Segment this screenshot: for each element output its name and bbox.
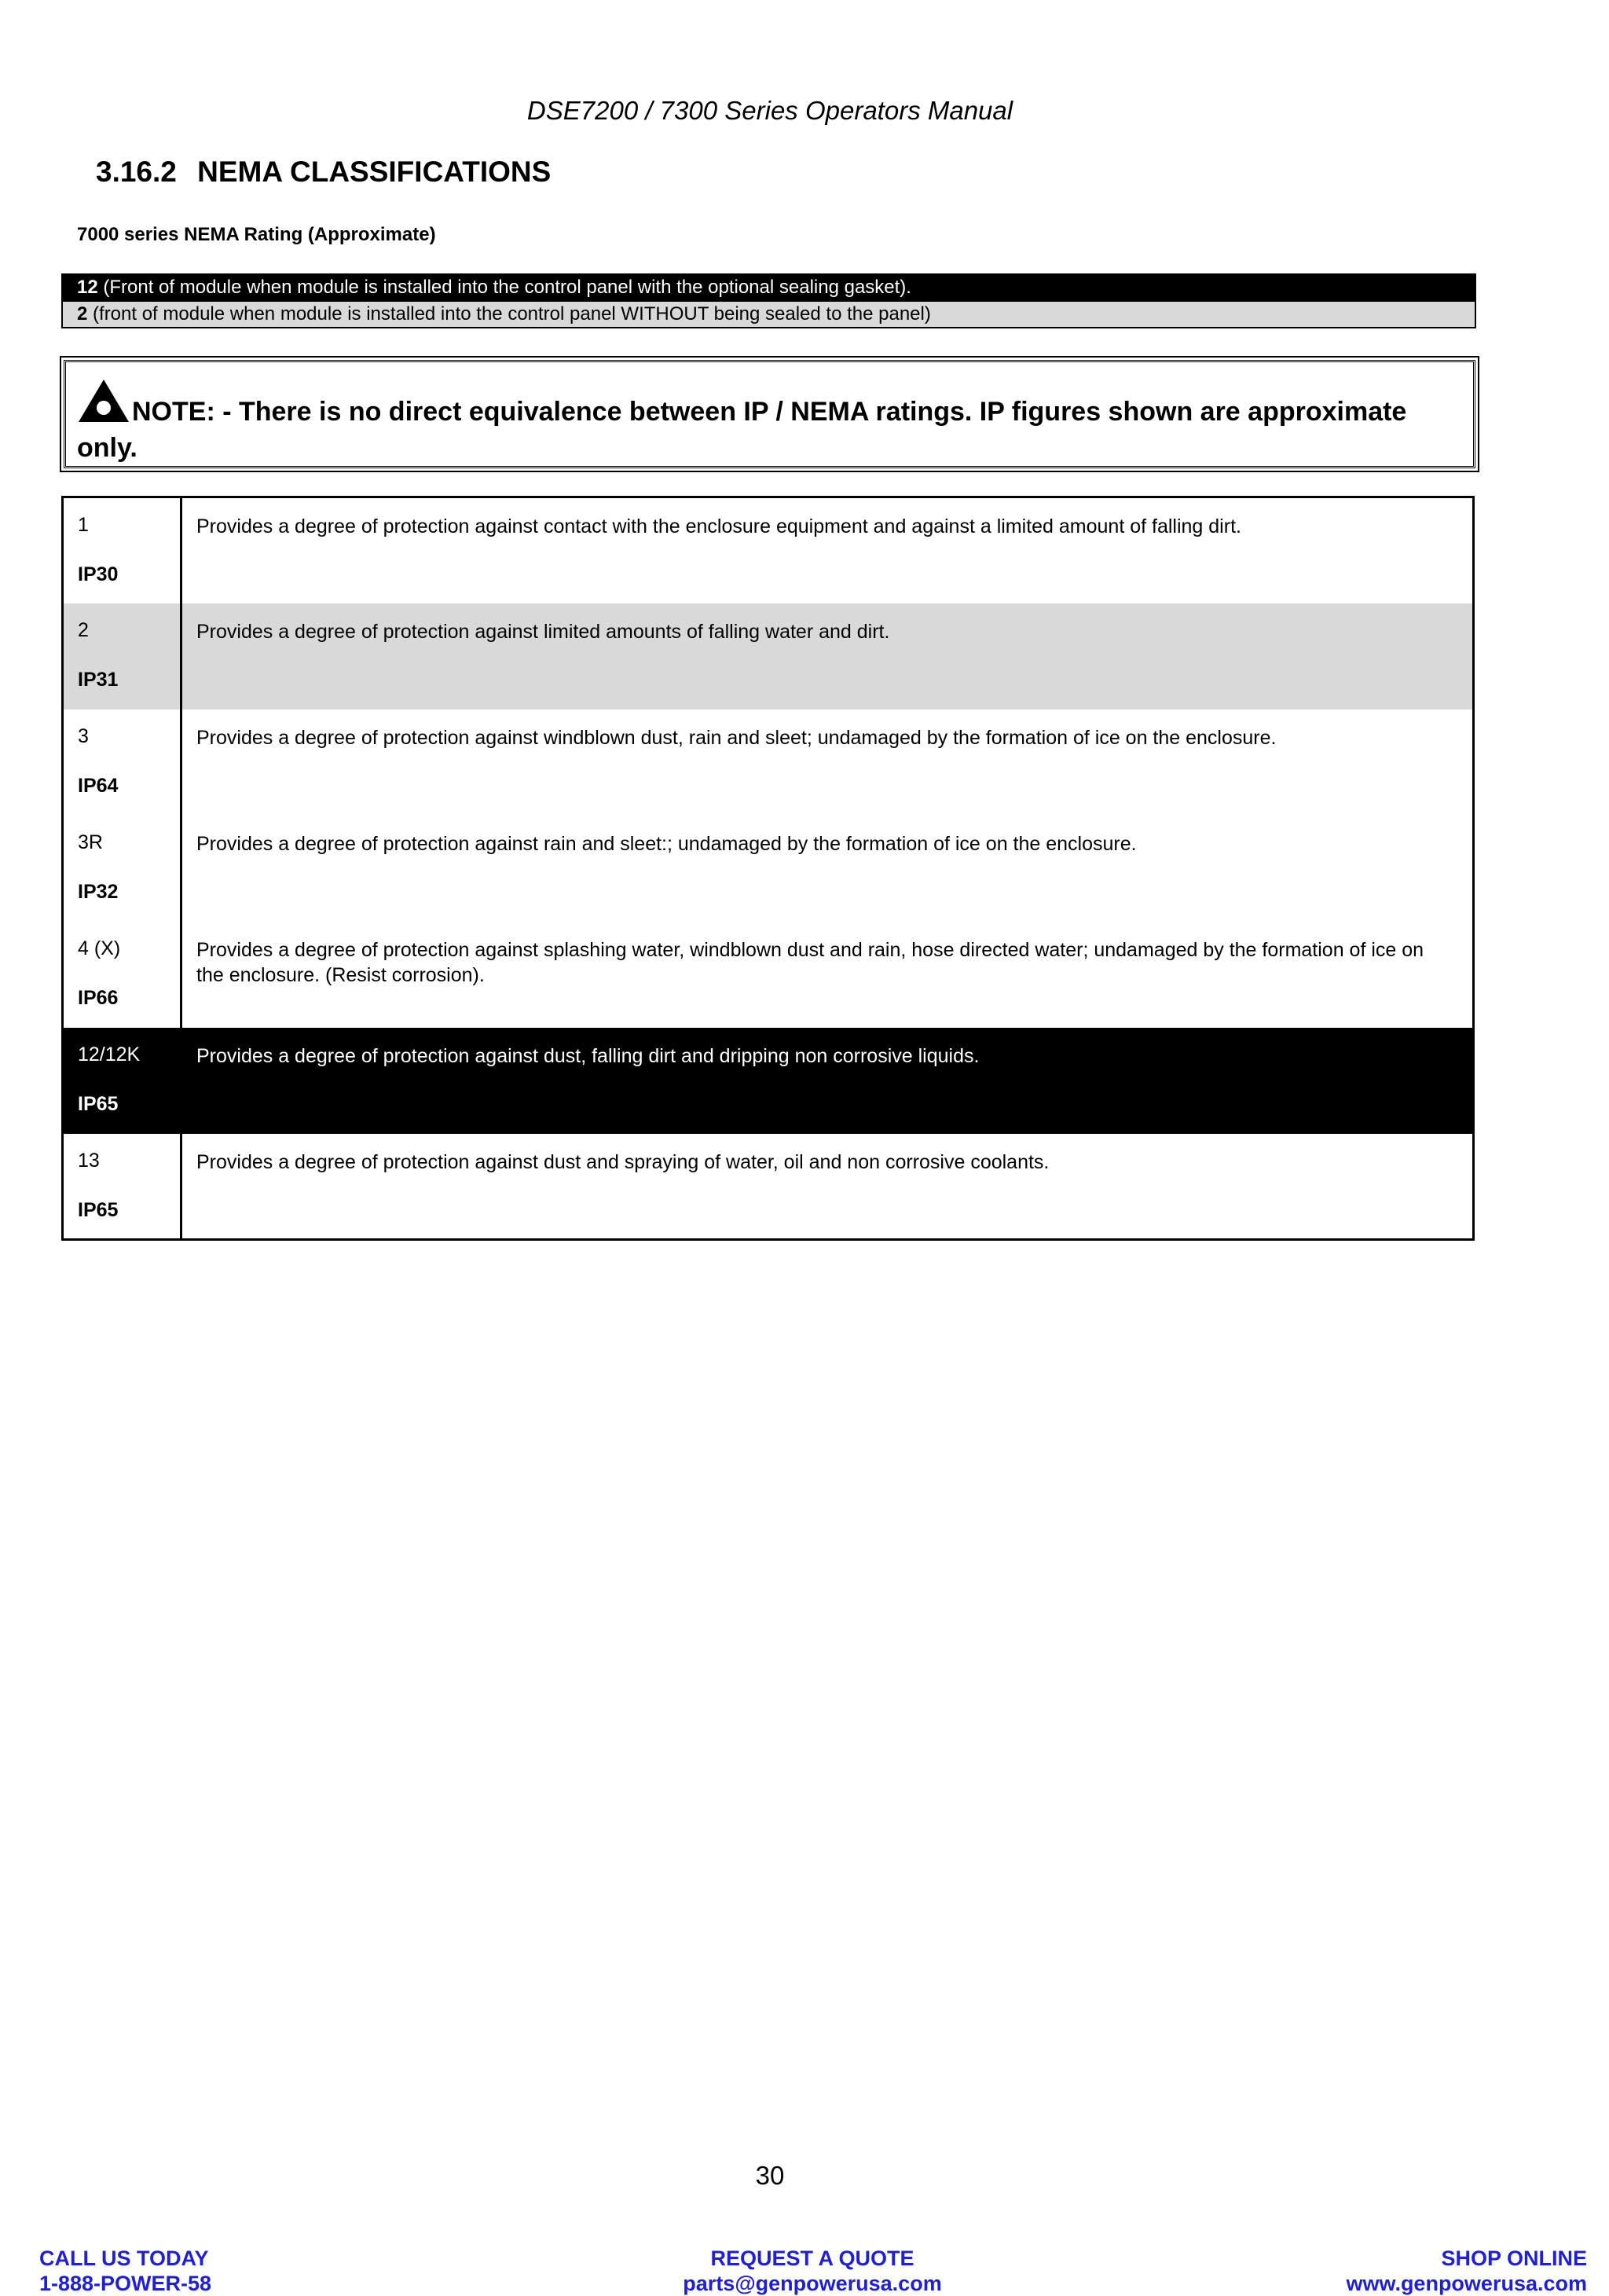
document-header: DSE7200 / 7300 Series Operators Manual <box>526 96 1013 125</box>
description-cell <box>181 603 1474 710</box>
note-text: NOTE: - There is no direct equivalence between IP / NEMA ratings. IP figures shown are approximate only. <box>77 397 1407 463</box>
protection-description: Provides a degree of protection against contact with the enclosure equipment and against a limited amount of falling dirt. <box>196 515 1241 537</box>
page-number: 30 <box>755 2161 785 2190</box>
ip-code: IP31 <box>78 668 119 691</box>
ip-code: IP65 <box>78 1092 119 1115</box>
rating-row <box>63 300 1475 327</box>
nema-table <box>61 496 1475 1241</box>
footer-shop[interactable] <box>1346 2246 1587 2296</box>
rating-title: 7000 series NEMA Rating (Approximate) <box>77 224 436 245</box>
rating-code: 2 <box>77 303 88 325</box>
protection-description: Provides a degree of protection against splashing water, windblown dust and rain, hose directed water; undamaged by the formation of ice on the enclosure. (Resist corrosion). <box>196 938 1424 986</box>
protection-description: Provides a degree of protection against limited amounts of falling water and dirt. <box>196 620 890 643</box>
nema-code-cell <box>63 710 181 816</box>
table-row <box>63 816 1474 922</box>
ip-code: IP64 <box>78 774 119 797</box>
nema-code-cell <box>63 922 181 1028</box>
quote-label: REQUEST A QUOTE <box>710 2246 914 2270</box>
protection-description: Provides a degree of protection against rain and sleet:; undamaged by the formation of ice on the enclosure. <box>196 832 1137 855</box>
rating-text: (Front of module when module is installed into the control panel with the optional sealing gasket). <box>97 277 911 298</box>
table-row <box>63 497 1474 603</box>
nema-code: 1 <box>78 514 89 536</box>
description-cell <box>181 710 1474 816</box>
nema-code-cell <box>63 497 181 603</box>
table-row <box>63 603 1474 710</box>
description-cell <box>181 497 1474 603</box>
section-title: NEMA CLASSIFICATIONS <box>197 156 552 188</box>
rating-row <box>63 275 1475 300</box>
note-content <box>77 378 1460 464</box>
description-cell <box>181 1134 1474 1240</box>
table-row <box>63 1028 1474 1134</box>
section-number: 3.16.2 <box>96 156 177 188</box>
nema-code-cell <box>63 603 181 710</box>
protection-description: Provides a degree of protection against windblown dust, rain and sleet; undamaged by the formation of ice on the enclosure. <box>196 726 1277 749</box>
ip-code: IP32 <box>78 880 119 903</box>
section-heading <box>96 156 551 189</box>
call-label: CALL US TODAY <box>39 2246 209 2270</box>
nema-code-cell <box>63 1028 181 1134</box>
nema-code: 13 <box>78 1149 100 1172</box>
rating-code: 12 <box>77 277 98 298</box>
protection-description: Provides a degree of protection against dust and spraying of water, oil and non corrosive coolants. <box>196 1150 1050 1173</box>
shop-website-link[interactable]: www.genpowerusa.com <box>1346 2272 1587 2295</box>
note-box <box>64 360 1475 468</box>
nema-code: 2 <box>78 618 89 641</box>
ip-code: IP65 <box>78 1198 119 1221</box>
description-cell <box>181 922 1474 1028</box>
nema-code: 12/12K <box>78 1043 141 1065</box>
table-row <box>63 710 1474 816</box>
nema-code: 3 <box>78 724 89 747</box>
call-phone-link[interactable]: 1-888-POWER-58 <box>39 2272 212 2295</box>
quote-email-link[interactable]: parts@genpowerusa.com <box>683 2272 942 2295</box>
rating-text: (front of module when module is installed into the control panel WITHOUT being sealed to the panel) <box>87 303 931 325</box>
nema-code: 4 (X) <box>78 937 121 959</box>
protection-description: Provides a degree of protection against dust, falling dirt and dripping non corrosive liquids. <box>196 1044 980 1067</box>
ip-code: IP66 <box>78 986 119 1009</box>
description-cell <box>181 1028 1474 1134</box>
nema-code-cell <box>63 1134 181 1240</box>
description-cell <box>181 816 1474 922</box>
rating-box <box>61 273 1476 328</box>
nema-code: 3R <box>78 831 103 853</box>
warning-triangle-icon <box>77 378 130 431</box>
ip-code: IP30 <box>78 563 119 585</box>
table-row <box>63 1134 1474 1240</box>
shop-label: SHOP ONLINE <box>1441 2246 1587 2270</box>
nema-code-cell <box>63 816 181 922</box>
table-row <box>63 922 1474 1028</box>
